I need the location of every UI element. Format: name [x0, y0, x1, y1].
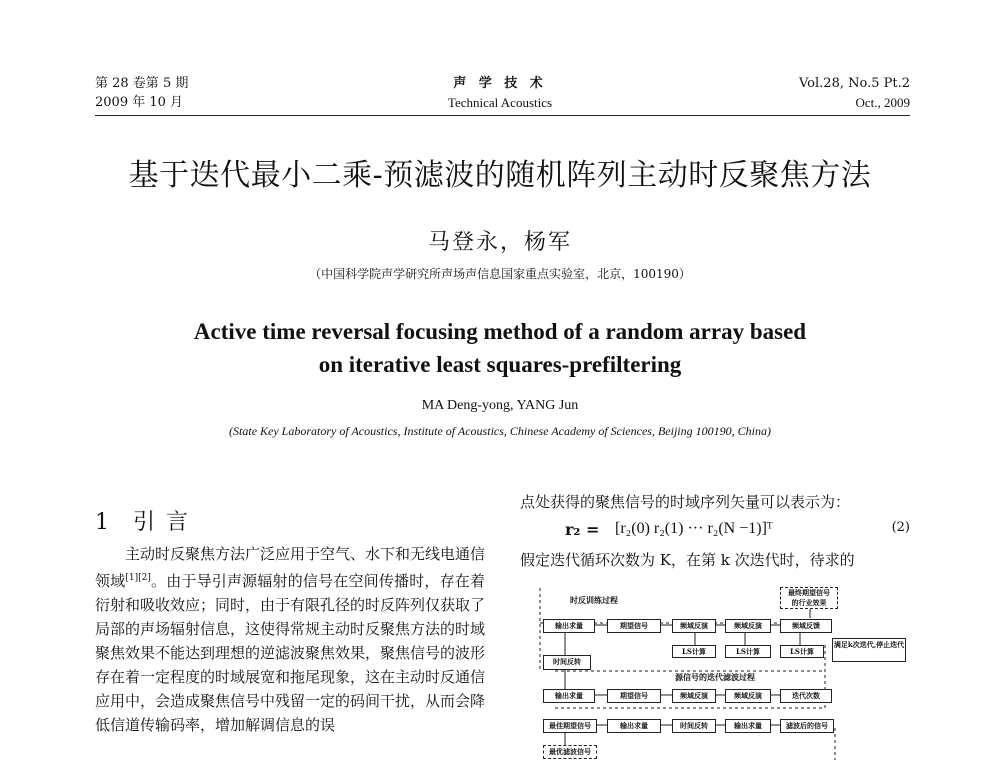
intro-text-part2: 。由于导引声源辐射的信号在空间传播时，存在着衍射和吸收效应；同时，由于有限孔径的时反阵列仅获取了局部的声场辐射信息，这使得常规主动时反聚焦方法的时域聚焦效果不能达到理想的逆滤波聚焦效果，聚焦信号的波形存在着一定程度的时域展宽和拖尾现象，这在主动时反通信应用中，会造成聚焦信号中残留一定的码间干扰，从而会降低信道传输码率，增加解调信息的误 [95, 572, 486, 734]
box-ls-3: LS计算 [780, 645, 824, 658]
header-right-line1: Vol.28, No.5 Pt.2 [798, 76, 910, 91]
box-ls-1: LS计算 [672, 645, 716, 658]
box-output-1: 输出求量 [543, 619, 595, 633]
flow-diagram [535, 583, 910, 760]
box-freq-inv-2: 频域反演 [725, 619, 771, 633]
equation-number: (2) [891, 520, 910, 535]
authors-en: MA Deng-yong, YANG Jun [421, 398, 579, 413]
header-right-line2: Oct., 2009 [855, 95, 910, 110]
header-left-line2: 2009 年 10 月 [95, 95, 184, 110]
right-text-line1: 点处获得的聚焦信号的时域序列矢量可以表示为： [520, 493, 851, 511]
box-optimal-signal: 最优滤波信号 [543, 745, 597, 759]
box-filtered-signal: 滤波后的信号 [780, 719, 834, 733]
box-ls-2: LS计算 [725, 645, 771, 658]
label-iteration: 源信号的迭代滤波过程 [675, 672, 755, 682]
right-text-line2: 假定迭代循环次数为 K，在第 k 次迭代时，待求的 [520, 551, 855, 569]
citation: [1][2] [125, 573, 151, 583]
header-center-line1: 声 学 技 术 [453, 76, 547, 91]
journal-volume [700, 74, 910, 112]
box-output-4: 输出求量 [725, 719, 771, 733]
title-en-line1: Active time reversal focusing method of a random array based [193, 319, 807, 344]
equation-2 [520, 520, 910, 544]
journal-name [400, 74, 600, 112]
header-rule [95, 115, 910, 116]
box-freq-inv-4: 频域反演 [725, 689, 771, 703]
box-final-signal: 最终期望信号 的行业效果 [780, 587, 838, 609]
authors-cn: 马登永，杨军 [427, 230, 572, 255]
header-left-line1: 第 28 卷第 5 期 [95, 76, 189, 91]
section-number: 1 [95, 510, 111, 535]
affiliation-cn: （中国科学院声学研究所声场声信息国家重点实验室，北京，100190） [309, 267, 691, 281]
title-en-line2: on iterative least squares-prefiltering [318, 352, 682, 377]
intro-paragraph [95, 542, 485, 737]
box-iter-count: 迭代次数 [780, 689, 832, 703]
section-heading [95, 505, 190, 536]
box-freq-inv-3: 频域反演 [672, 689, 716, 703]
intro-text-part1: 主动时反聚焦方法广泛应用于空气、水下和无线电通信领域 [95, 545, 486, 590]
box-best-signal: 最佳期望信号 [543, 719, 597, 733]
equation-rhs: [r₂(0) r₂(1) ··· r₂(N −1)]ᵀ [615, 520, 773, 537]
journal-issue [95, 74, 188, 112]
box-time-reverse-2: 时间反转 [672, 719, 716, 733]
box-freq-inv-1: 频域反演 [672, 619, 716, 633]
affiliation-en: (State Key Laboratory of Acoustics, Institute of Acoustics, Chinese Academy of Sciences, Beijing 100190, China) [229, 424, 771, 438]
section-title: 引 言 [133, 510, 190, 535]
paper-title-cn: 基于迭代最小二乘-预滤波的随机阵列主动时反聚焦方法 [128, 158, 872, 193]
box-iteration-note: 满足k次迭代,停止迭代 [832, 638, 906, 662]
box-freq-fb-1: 频域反馈 [780, 619, 832, 633]
paper-title-en [0, 315, 1000, 381]
label-training: 时反训练过程 [570, 595, 618, 605]
box-desired-2: 期望信号 [607, 689, 661, 703]
box-output-3: 输出求量 [607, 719, 661, 733]
box-desired-1: 期望信号 [607, 619, 661, 633]
box-output-2: 输出求量 [543, 689, 595, 703]
header-center-line2: Technical Acoustics [447, 95, 553, 110]
equation-lhs: r₂ = [565, 520, 600, 539]
box-time-reverse-1: 时间反转 [543, 655, 591, 670]
